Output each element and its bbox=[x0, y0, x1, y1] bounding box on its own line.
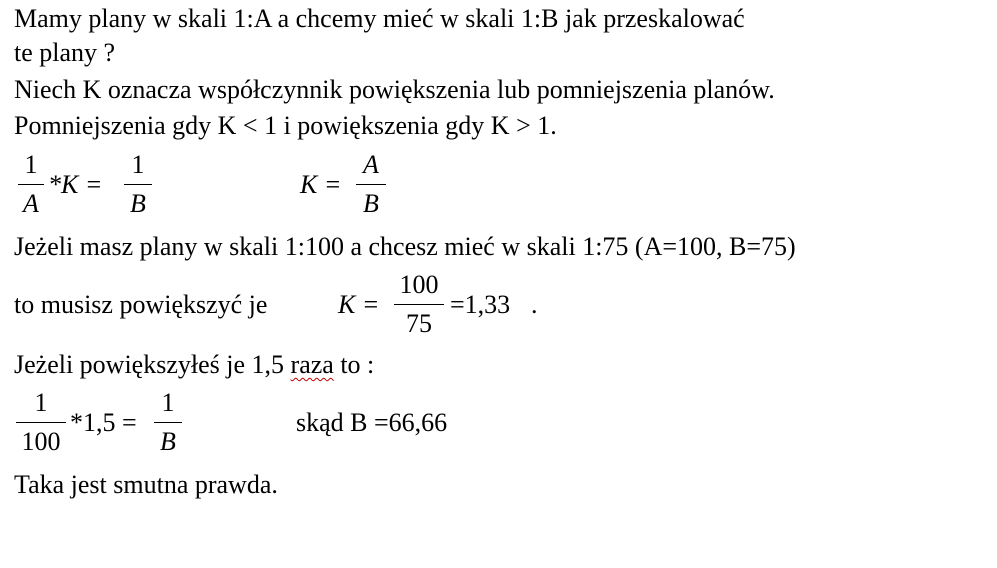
text-line-4: Pomniejszenia gdy K < 1 i powiększenia gdy K > 1. bbox=[14, 111, 557, 140]
text-line-2: te plany ? bbox=[14, 38, 116, 67]
numerator: 1 bbox=[24, 150, 38, 179]
numerator: 1 bbox=[34, 388, 48, 417]
denominator: B bbox=[130, 189, 146, 218]
text-segment: to : bbox=[333, 350, 375, 379]
fraction-bar bbox=[18, 184, 44, 185]
formula-solution: skąd B =66,66 bbox=[296, 408, 448, 437]
text-line-3: Niech K oznacza współczynnik powiększenia lub pomniejszenia planów. bbox=[14, 75, 775, 104]
text-segment: Jeżeli powiększyłeś je 1,5 bbox=[14, 350, 291, 379]
text-line-8: Taka jest smutna prawda. bbox=[14, 470, 278, 499]
formula-lhs: K = bbox=[300, 170, 342, 199]
formula-period: . bbox=[531, 290, 538, 319]
fraction-bar bbox=[394, 304, 444, 305]
formula-result: =1,33 bbox=[450, 290, 511, 319]
text-line-7 bbox=[14, 350, 374, 380]
denominator: B bbox=[363, 189, 379, 218]
text-line-6: to musisz powiększyć je bbox=[14, 290, 268, 319]
fraction-bar bbox=[356, 184, 386, 185]
formula-lhs: K = bbox=[338, 290, 380, 319]
text-line-1: Mamy plany w skali 1:A a chcemy mieć w skali 1:B jak przeskalować bbox=[14, 4, 745, 33]
denominator: A bbox=[23, 189, 39, 218]
fraction-1-over-b bbox=[154, 390, 182, 455]
spellcheck-underlined-word: raza bbox=[290, 350, 334, 379]
fraction-bar bbox=[154, 422, 182, 423]
fraction-1-over-100 bbox=[16, 390, 66, 455]
text-line-5: Jeżeli masz plany w skali 1:100 a chcesz mieć w skali 1:75 (A=100, B=75) bbox=[14, 232, 796, 261]
fraction-1-over-b bbox=[124, 152, 152, 217]
fraction-bar bbox=[16, 422, 66, 423]
fraction-bar bbox=[124, 184, 152, 185]
numerator: A bbox=[363, 150, 379, 179]
denominator: 100 bbox=[21, 427, 61, 456]
formula-operator: *1,5 = bbox=[70, 408, 137, 437]
fraction-1-over-a bbox=[18, 152, 44, 217]
numerator: 100 bbox=[399, 270, 439, 299]
denominator: 75 bbox=[406, 309, 432, 338]
fraction-100-over-75 bbox=[394, 272, 444, 337]
numerator: 1 bbox=[161, 388, 175, 417]
fraction-a-over-b bbox=[356, 152, 386, 217]
formula-operator: *K = bbox=[48, 170, 103, 199]
denominator: B bbox=[160, 427, 176, 456]
numerator: 1 bbox=[131, 150, 145, 179]
